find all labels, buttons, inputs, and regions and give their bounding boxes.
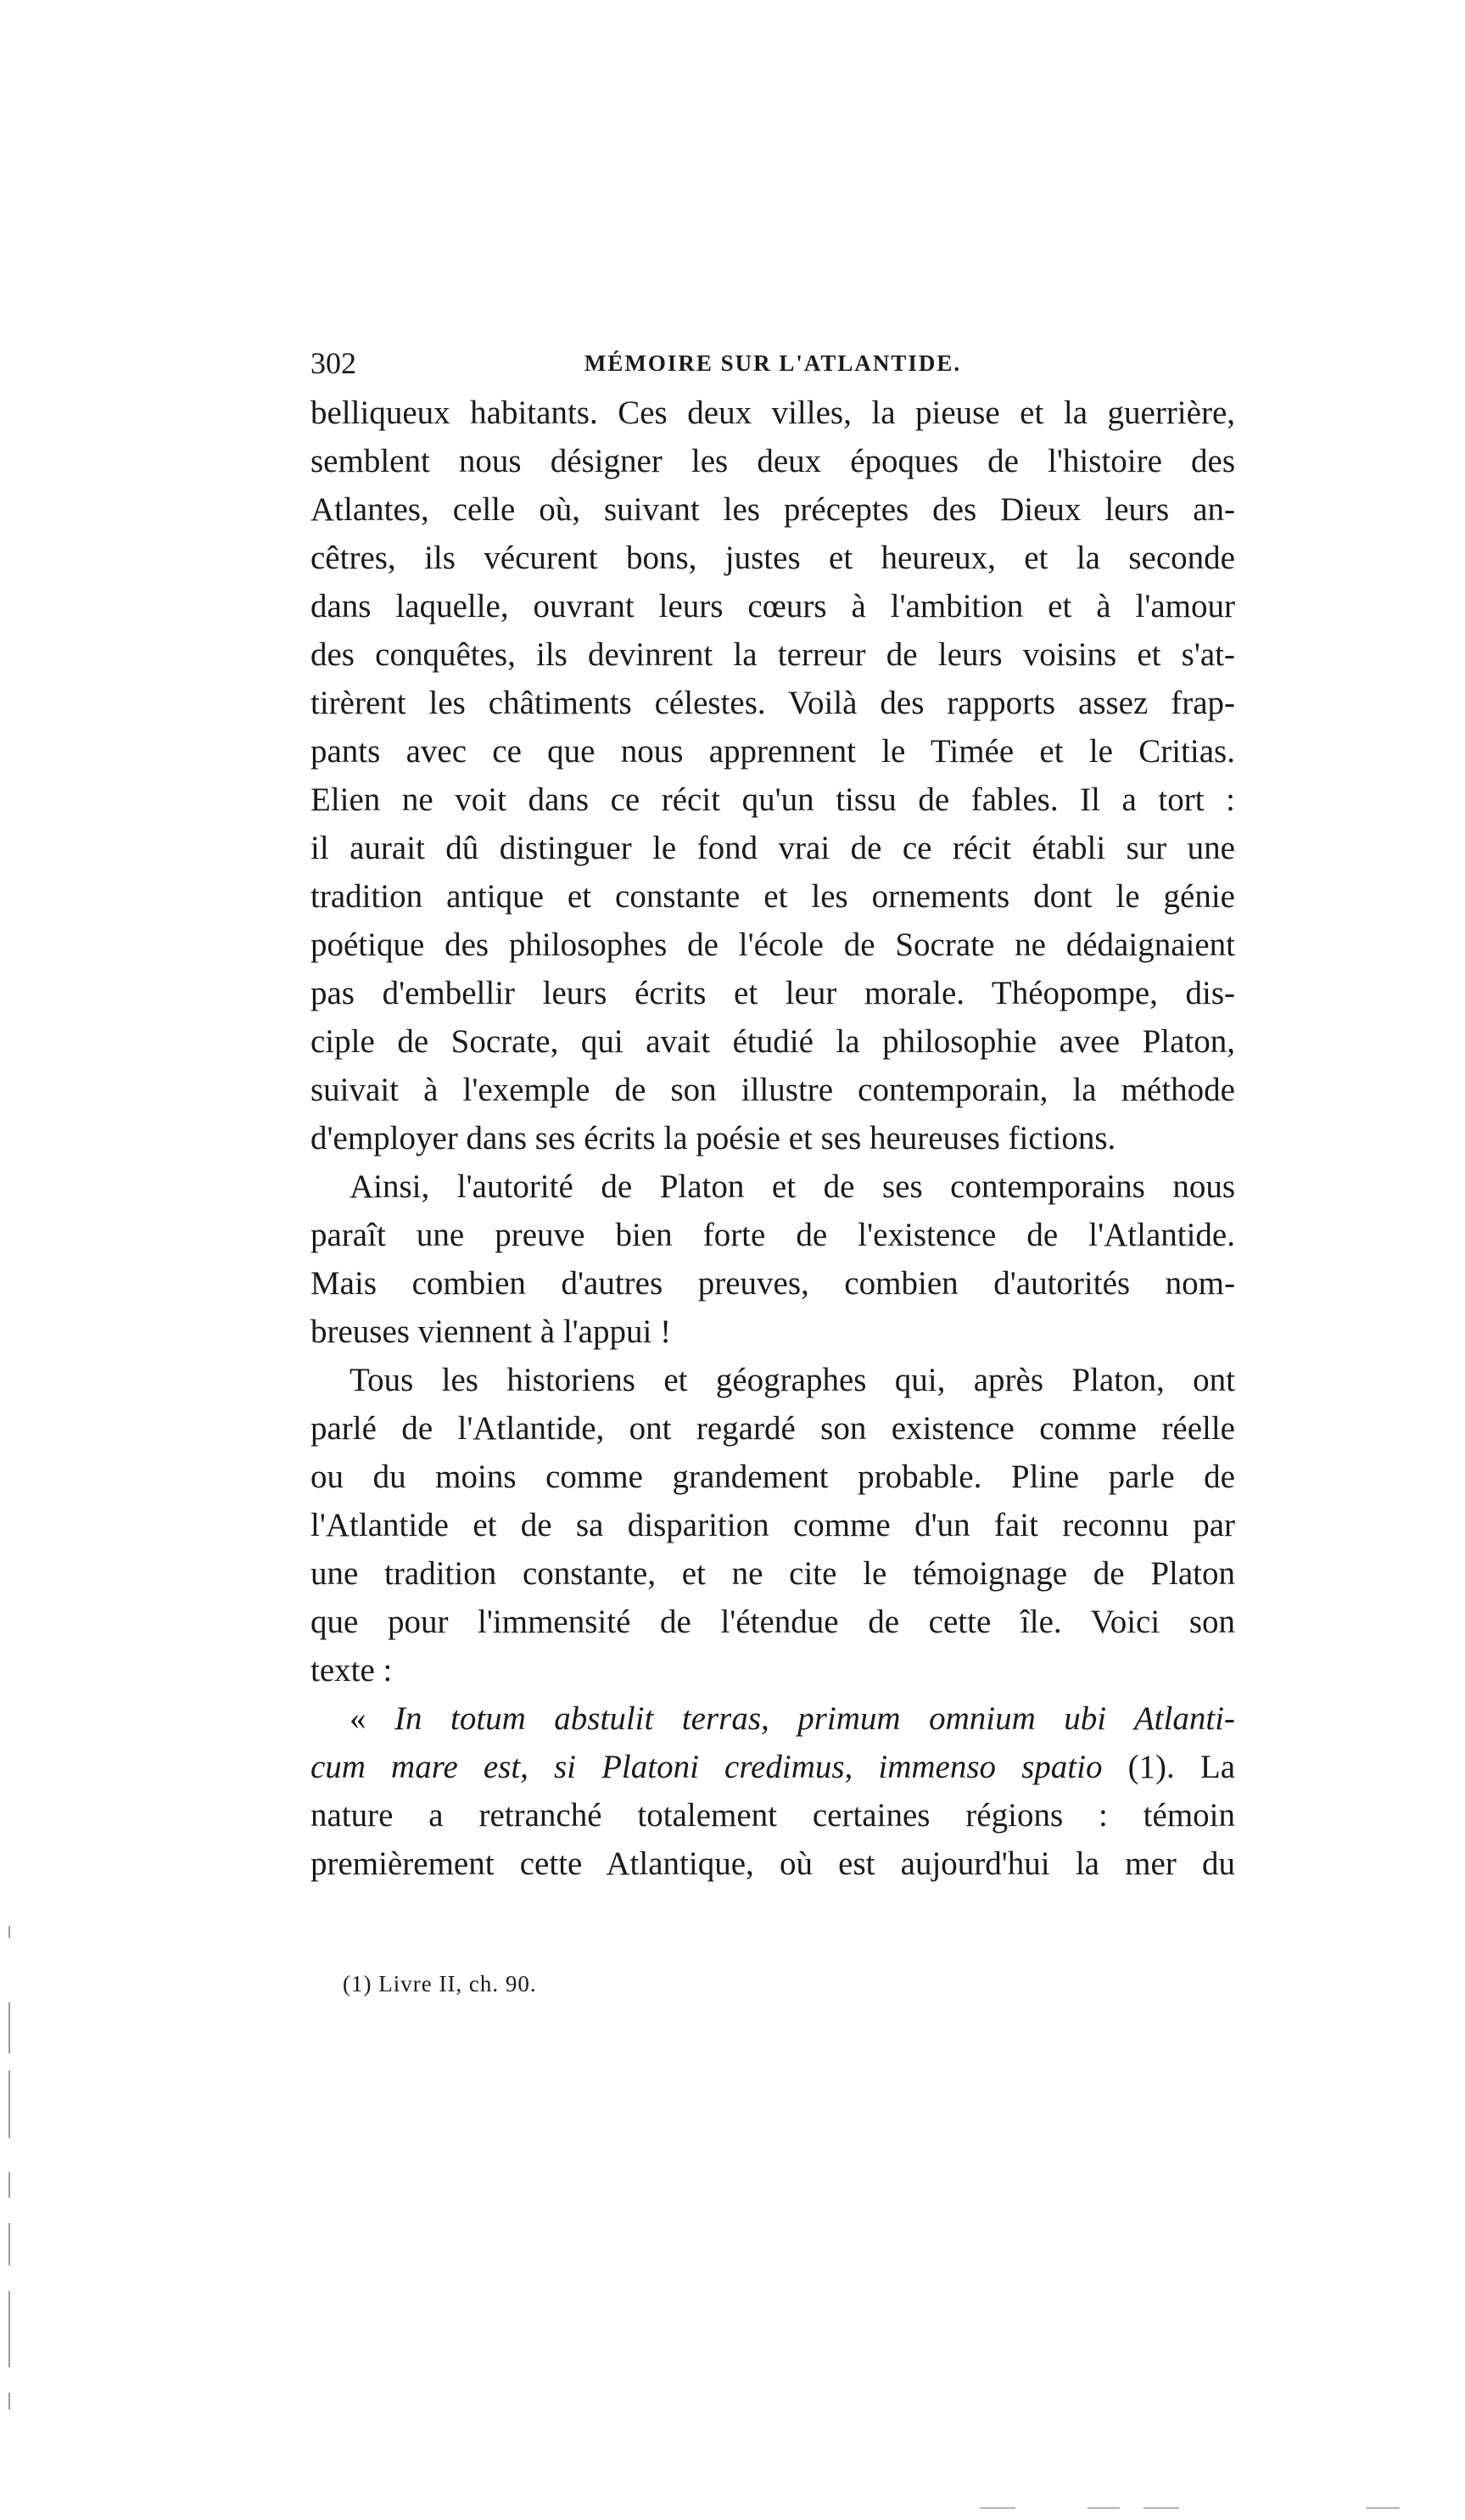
text-line: que pour l'immensité de l'étendue de cette île. Voici son [310, 1604, 1235, 1640]
page-number: 302 [310, 346, 356, 380]
text-line: Elien ne voit dans ce récit qu'un tissu de fables. Il a tort : [310, 781, 1235, 818]
text-line: paraît une preuve bien forte de l'existence de l'Atlantide. [310, 1217, 1235, 1253]
paragraph [310, 389, 1235, 1162]
page-header [310, 341, 1235, 385]
text-line: pas d'embellir leurs écrits et leur morale. Théopompe, dis- [310, 975, 1235, 1011]
text-line: ciple de Socrate, qui avait étudié la philosophie avee Platon, [310, 1023, 1235, 1060]
scan-mark [1143, 2507, 1179, 2509]
footnote-ref: (1). La [1127, 1749, 1236, 1785]
paragraph [310, 1162, 1235, 1356]
text-line: breuses viennent à l'appui ! [310, 1313, 672, 1350]
text-line: Atlantes, celle où, suivant les préceptes des Dieux leurs an- [310, 491, 1235, 528]
text-line: suivait à l'exemple de son illustre contemporain, la méthode [310, 1072, 1235, 1108]
text-line: premièrement cette Atlantique, où est aujourd'hui la mer du [310, 1845, 1235, 1882]
latin-quote: In totum abstulit terras, primum omnium ubi Atlanti- [394, 1700, 1236, 1737]
text-line: belliqueux habitants. Ces deux villes, la pieuse et la guerrière, [310, 395, 1235, 431]
scan-mark [8, 2172, 10, 2198]
text-line: des conquêtes, ils devinrent la terreur de leurs voisins et s'at- [310, 636, 1235, 673]
text-line: semblent nous désigner les deux époques de l'histoire des [310, 443, 1235, 479]
text-line: Ainsi, l'autorité de Platon et de ses contemporains nous [349, 1168, 1235, 1205]
text-line: dans laquelle, ouvrant leurs cœurs à l'ambition et à l'amour [310, 588, 1235, 624]
scan-mark [980, 2507, 1015, 2509]
text-line: nature a retranché totalement certaines régions : témoin [310, 1797, 1235, 1834]
scan-mark [1366, 2507, 1400, 2509]
text-line: tradition antique et constante et les ornements dont le génie [310, 878, 1235, 915]
text-line: d'employer dans ses écrits la poésie et ses heureuses fictions. [310, 1120, 1116, 1156]
scan-mark [8, 2291, 10, 2367]
paragraph [310, 1356, 1235, 1694]
latin-quote: cum mare est, si Platoni credimus, immenso spatio [310, 1749, 1103, 1785]
text-line: pants avec ce que nous apprennent le Timée et le Critias. [310, 733, 1235, 770]
text-line: tirèrent les châtiments célestes. Voilà des rapports assez frap- [310, 685, 1235, 721]
quotation-paragraph [310, 1694, 1235, 1888]
scan-mark [1088, 2507, 1120, 2509]
text-line: ou du moins comme grandement probable. Pline parle de [310, 1459, 1235, 1495]
scan-mark [8, 2002, 10, 2053]
text-line: poétique des philosophes de l'école de Socrate ne dédaignaient [310, 927, 1235, 963]
guillemet: « [349, 1700, 394, 1737]
text-line-quote [310, 1694, 1235, 1743]
body-text [310, 389, 1235, 1888]
text-line: Mais combien d'autres preuves, combien d'autorités nom- [310, 1265, 1235, 1302]
text-line: Tous les historiens et géographes qui, après Platon, ont [349, 1362, 1235, 1398]
text-line: une tradition constante, et ne cite le témoignage de Platon [310, 1555, 1235, 1592]
scan-mark [8, 2393, 10, 2410]
scan-mark [8, 2223, 10, 2265]
footnote: (1) Livre II, ch. 90. [343, 1971, 537, 1996]
text-line-quote [310, 1743, 1235, 1791]
text-line: l'Atlantide et de sa disparition comme d'un fait reconnu par [310, 1507, 1235, 1543]
text-line: texte : [310, 1652, 393, 1688]
text-line: cêtres, ils vécurent bons, justes et heureux, et la seconde [310, 540, 1235, 576]
scan-mark [8, 1926, 10, 1938]
text-line: parlé de l'Atlantide, ont regardé son existence comme réelle [310, 1410, 1235, 1447]
running-title: MÉMOIRE SUR L'ATLANTIDE. [584, 350, 962, 376]
text-line: il aurait dû distinguer le fond vrai de ce récit établi sur une [310, 830, 1235, 866]
scan-mark [8, 2070, 10, 2138]
